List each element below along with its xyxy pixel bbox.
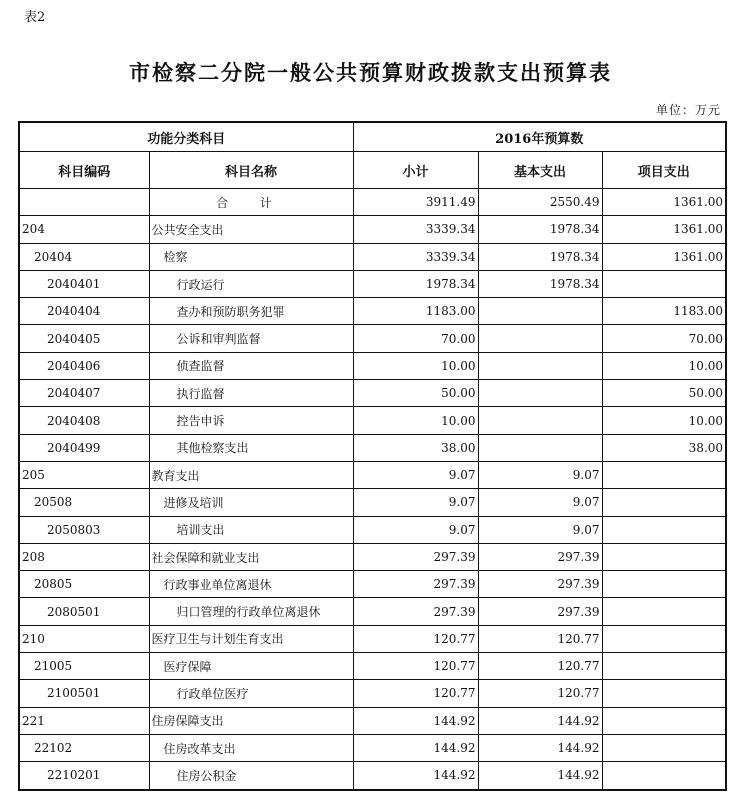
- cell-subtotal: 120.77: [353, 625, 478, 652]
- cell-basic: 120.77: [478, 680, 602, 707]
- cell-name: 进修及培训: [149, 489, 353, 516]
- cell-name: 合 计: [149, 189, 353, 216]
- table-row: [19, 489, 726, 516]
- cell-code: 2080501: [19, 598, 149, 625]
- table-row: [19, 625, 726, 652]
- table-row: [19, 270, 726, 297]
- cell-name: 查办和预防职务犯罪: [149, 298, 353, 325]
- budget-table: [18, 121, 727, 791]
- cell-code: 20508: [19, 489, 149, 516]
- cell-subtotal: 10.00: [353, 407, 478, 434]
- cell-subtotal: 297.39: [353, 543, 478, 570]
- cell-subtotal: 9.07: [353, 461, 478, 488]
- cell-name: 社会保障和就业支出: [149, 543, 353, 570]
- cell-name: 检察: [149, 243, 353, 270]
- cell-basic: 2550.49: [478, 189, 602, 216]
- cell-project: [602, 707, 726, 734]
- cell-basic: 297.39: [478, 571, 602, 598]
- cell-name: 培训支出: [149, 516, 353, 543]
- table-row: [19, 734, 726, 761]
- cell-name: 公共安全支出: [149, 216, 353, 243]
- table-label: 表2: [24, 10, 46, 25]
- cell-basic: [478, 434, 602, 461]
- cell-subtotal: 120.77: [353, 653, 478, 680]
- cell-project: [602, 680, 726, 707]
- cell-code: 2040401: [19, 270, 149, 297]
- cell-name: 住房公积金: [149, 762, 353, 790]
- cell-code: 208: [19, 543, 149, 570]
- cell-subtotal: 297.39: [353, 598, 478, 625]
- cell-basic: 9.07: [478, 516, 602, 543]
- cell-name: 住房改革支出: [149, 734, 353, 761]
- cell-basic: 297.39: [478, 598, 602, 625]
- cell-project: [602, 625, 726, 652]
- cell-project: 10.00: [602, 407, 726, 434]
- table-row: [19, 243, 726, 270]
- cell-code: 210: [19, 625, 149, 652]
- cell-code: 2040406: [19, 352, 149, 379]
- cell-basic: [478, 352, 602, 379]
- cell-subtotal: 3339.34: [353, 216, 478, 243]
- cell-code: 2100501: [19, 680, 149, 707]
- cell-name: 行政事业单位离退休: [149, 571, 353, 598]
- cell-basic: 144.92: [478, 762, 602, 790]
- cell-project: 1361.00: [602, 189, 726, 216]
- cell-name: 控告申诉: [149, 407, 353, 434]
- cell-basic: [478, 298, 602, 325]
- header-functional-classification: 功能分类科目: [19, 122, 353, 152]
- cell-name: 公诉和审判监督: [149, 325, 353, 352]
- cell-name: 医疗卫生与计划生育支出: [149, 625, 353, 652]
- cell-subtotal: 3911.49: [353, 189, 478, 216]
- cell-subtotal: 1183.00: [353, 298, 478, 325]
- header-column-row: [19, 152, 726, 189]
- cell-name: 侦查监督: [149, 352, 353, 379]
- cell-basic: 144.92: [478, 707, 602, 734]
- cell-project: [602, 653, 726, 680]
- table-row: [19, 325, 726, 352]
- cell-code: 2040408: [19, 407, 149, 434]
- cell-subtotal: 120.77: [353, 680, 478, 707]
- header-group-row: [19, 122, 726, 152]
- cell-code: 20404: [19, 243, 149, 270]
- table-row: [19, 298, 726, 325]
- cell-subtotal: 70.00: [353, 325, 478, 352]
- cell-subtotal: 144.92: [353, 707, 478, 734]
- table-row: [19, 407, 726, 434]
- cell-basic: 9.07: [478, 489, 602, 516]
- cell-project: [602, 516, 726, 543]
- unit-label: 单位：万元: [655, 103, 721, 117]
- header-code: 科目编码: [19, 152, 149, 189]
- cell-name: 住房保障支出: [149, 707, 353, 734]
- cell-name: 执行监督: [149, 380, 353, 407]
- cell-project: 50.00: [602, 380, 726, 407]
- cell-name: 其他检察支出: [149, 434, 353, 461]
- cell-project: 1361.00: [602, 216, 726, 243]
- header-subtotal: 小计: [353, 152, 478, 189]
- table-row: [19, 380, 726, 407]
- table-row: [19, 434, 726, 461]
- table-row: [19, 680, 726, 707]
- cell-subtotal: 3339.34: [353, 243, 478, 270]
- cell-project: 1361.00: [602, 243, 726, 270]
- table-row: [19, 598, 726, 625]
- cell-subtotal: 297.39: [353, 571, 478, 598]
- cell-code: 21005: [19, 653, 149, 680]
- cell-name: 教育支出: [149, 461, 353, 488]
- table-row: [19, 653, 726, 680]
- cell-project: 1183.00: [602, 298, 726, 325]
- cell-project: [602, 461, 726, 488]
- cell-basic: 297.39: [478, 543, 602, 570]
- cell-code: 2040405: [19, 325, 149, 352]
- cell-name: 归口管理的行政单位离退休: [149, 598, 353, 625]
- table-row: [19, 216, 726, 243]
- cell-basic: 120.77: [478, 653, 602, 680]
- cell-project: [602, 270, 726, 297]
- cell-project: 70.00: [602, 325, 726, 352]
- cell-basic: [478, 380, 602, 407]
- cell-project: [602, 734, 726, 761]
- cell-code: 205: [19, 461, 149, 488]
- cell-subtotal: 144.92: [353, 734, 478, 761]
- cell-code: 2210201: [19, 762, 149, 790]
- cell-code: 2050803: [19, 516, 149, 543]
- cell-code: 2040404: [19, 298, 149, 325]
- cell-name: 行政单位医疗: [149, 680, 353, 707]
- header-name: 科目名称: [149, 152, 353, 189]
- table-row: [19, 707, 726, 734]
- table-row: [19, 762, 726, 790]
- cell-code: 221: [19, 707, 149, 734]
- table-row: [19, 461, 726, 488]
- table-row: [19, 571, 726, 598]
- cell-basic: 1978.34: [478, 216, 602, 243]
- cell-project: [602, 571, 726, 598]
- cell-project: [602, 598, 726, 625]
- cell-code: 20805: [19, 571, 149, 598]
- cell-basic: [478, 407, 602, 434]
- cell-basic: 1978.34: [478, 243, 602, 270]
- cell-subtotal: 50.00: [353, 380, 478, 407]
- cell-basic: 144.92: [478, 734, 602, 761]
- cell-subtotal: 144.92: [353, 762, 478, 790]
- cell-name: 医疗保障: [149, 653, 353, 680]
- table-row: [19, 352, 726, 379]
- table-row: [19, 543, 726, 570]
- table-body: [19, 189, 726, 790]
- cell-code: 2040499: [19, 434, 149, 461]
- cell-subtotal: 1978.34: [353, 270, 478, 297]
- cell-subtotal: 38.00: [353, 434, 478, 461]
- cell-subtotal: 9.07: [353, 489, 478, 516]
- header-project: 项目支出: [602, 152, 726, 189]
- cell-code: 204: [19, 216, 149, 243]
- cell-basic: 1978.34: [478, 270, 602, 297]
- cell-name: 行政运行: [149, 270, 353, 297]
- cell-project: [602, 489, 726, 516]
- cell-code: 2040407: [19, 380, 149, 407]
- cell-project: 38.00: [602, 434, 726, 461]
- cell-basic: 120.77: [478, 625, 602, 652]
- cell-code: [19, 189, 149, 216]
- cell-basic: [478, 325, 602, 352]
- table-row: [19, 189, 726, 216]
- cell-subtotal: 9.07: [353, 516, 478, 543]
- cell-project: [602, 762, 726, 790]
- header-budget-year: 2016年预算数: [353, 122, 726, 152]
- table-row: [19, 516, 726, 543]
- cell-subtotal: 10.00: [353, 352, 478, 379]
- cell-code: 22102: [19, 734, 149, 761]
- cell-project: [602, 543, 726, 570]
- cell-basic: 9.07: [478, 461, 602, 488]
- page-title: 市检察二分院一般公共预算财政拨款支出预算表: [129, 60, 612, 85]
- header-basic: 基本支出: [478, 152, 602, 189]
- cell-project: 10.00: [602, 352, 726, 379]
